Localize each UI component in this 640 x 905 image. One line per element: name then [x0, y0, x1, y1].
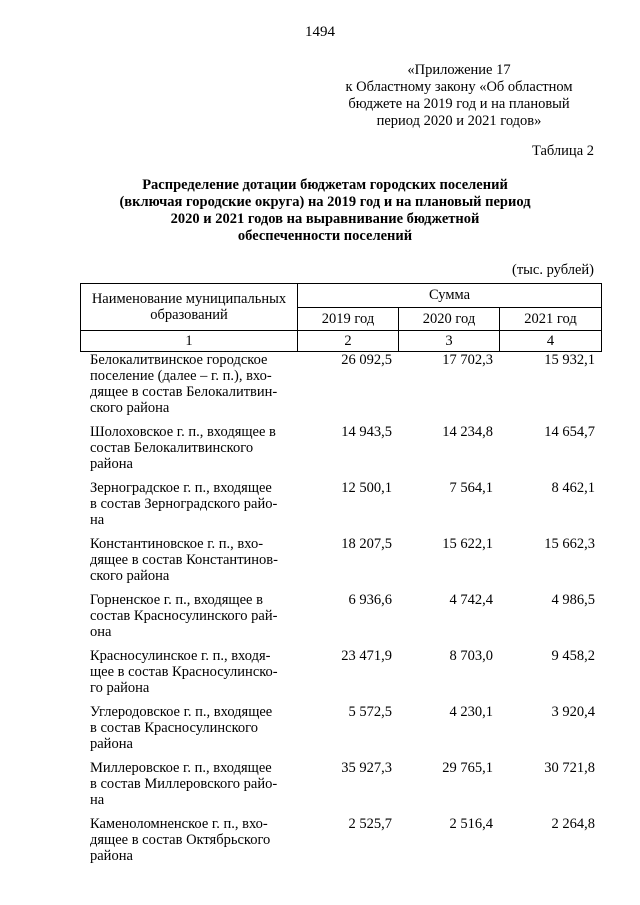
municipality-name-line: дящее в состав Октябрьского — [90, 832, 271, 848]
units-label: (тыс. рублей) — [512, 262, 594, 278]
municipality-name — [80, 816, 297, 872]
municipality-name-line: она — [90, 624, 112, 640]
amount-2020: 4 742,4 — [449, 592, 493, 608]
municipality-name — [80, 424, 297, 480]
municipality-name — [80, 352, 297, 424]
amount-2019: 23 471,9 — [341, 648, 392, 664]
municipality-name — [80, 480, 297, 536]
document-title — [95, 177, 555, 245]
column-index: 3 — [399, 331, 500, 352]
column-header-sum: Сумма — [298, 284, 602, 308]
amount-2020: 4 230,1 — [449, 704, 493, 720]
table-row — [80, 352, 601, 424]
appendix-line: «Приложение 17 — [407, 62, 511, 78]
column-header-year: 2021 год — [500, 307, 602, 331]
municipality-name-line: дящее в состав Константинов- — [90, 552, 278, 568]
amount-2019: 18 207,5 — [341, 536, 392, 552]
amount-2019: 6 936,6 — [348, 592, 392, 608]
table-header — [80, 283, 602, 352]
amount-2021: 14 654,7 — [544, 424, 595, 440]
municipality-name-line: го района — [90, 680, 150, 696]
municipality-name-line: района — [90, 456, 133, 472]
municipality-name-line: ского района — [90, 400, 170, 416]
amount-2019: 2 525,7 — [348, 816, 392, 832]
column-index: 1 — [81, 331, 298, 352]
municipality-name — [80, 592, 297, 648]
table-row — [80, 592, 601, 648]
table-label: Таблица 2 — [531, 143, 594, 159]
municipality-name-line: Красносулинское г. п., входя- — [90, 648, 271, 664]
column-header-year: 2020 год — [399, 307, 500, 331]
appendix-line: период 2020 и 2021 годов» — [376, 113, 542, 129]
amount-2020: 2 516,4 — [449, 816, 493, 832]
amount-2020: 29 765,1 — [442, 760, 493, 776]
amount-2019: 12 500,1 — [341, 480, 392, 496]
page-number: 1494 — [305, 24, 335, 40]
amount-2021: 9 458,2 — [551, 648, 595, 664]
appendix-note — [324, 62, 594, 130]
amount-2019: 26 092,5 — [341, 352, 392, 368]
municipality-name-line: в состав Зерноградского райо- — [90, 496, 278, 512]
column-header-year: 2019 год — [298, 307, 399, 331]
table-row — [80, 480, 601, 536]
municipality-name — [80, 536, 297, 592]
amount-2021: 15 662,3 — [544, 536, 595, 552]
municipality-name-line: района — [90, 736, 133, 752]
table-row — [80, 816, 601, 872]
municipality-name-line: Белокалитвинское городское — [90, 352, 268, 368]
municipality-name-line: Миллеровское г. п., входящее — [90, 760, 272, 776]
municipality-name-line: на — [90, 792, 105, 808]
municipality-name-line: поселение (далее – г. п.), вхо- — [90, 368, 272, 384]
municipality-name-line: Углеродовское г. п., входящее — [90, 704, 273, 720]
municipality-name-line: района — [90, 848, 133, 864]
title-line: 2020 и 2021 годов на выравнивание бюджетной — [170, 211, 480, 227]
column-header-name — [81, 284, 298, 331]
municipality-name — [80, 760, 297, 816]
amount-2020: 15 622,1 — [442, 536, 493, 552]
amount-2021: 2 264,8 — [551, 816, 595, 832]
amount-2020: 7 564,1 — [449, 480, 493, 496]
table-body — [80, 352, 601, 872]
amount-2019: 35 927,3 — [341, 760, 392, 776]
title-line: (включая городские округа) на 2019 год и на плановый период — [119, 194, 531, 210]
amount-2021: 8 462,1 — [551, 480, 595, 496]
column-index: 2 — [298, 331, 399, 352]
municipality-name-line: в состав Красносулинского — [90, 720, 258, 736]
table-row — [80, 536, 601, 592]
municipality-name-line: Зерноградское г. п., входящее — [90, 480, 272, 496]
amount-2021: 30 721,8 — [544, 760, 595, 776]
municipality-name — [80, 648, 297, 704]
municipality-name-line: ского района — [90, 568, 170, 584]
municipality-name-line: Константиновское г. п., вхо- — [90, 536, 264, 552]
municipality-name-line: Горненское г. п., входящее в — [90, 592, 263, 608]
municipality-name-line: в состав Миллеровского райо- — [90, 776, 278, 792]
amount-2020: 17 702,3 — [442, 352, 493, 368]
amount-2019: 14 943,5 — [341, 424, 392, 440]
municipality-name-line: Шолоховское г. п., входящее в — [90, 424, 276, 440]
table-row — [80, 760, 601, 816]
column-index: 4 — [500, 331, 602, 352]
table-row — [80, 648, 601, 704]
municipality-name-line: состав Белокалитвинского — [90, 440, 254, 456]
municipality-name — [80, 704, 297, 760]
amount-2021: 3 920,4 — [551, 704, 595, 720]
municipality-name-line: дящее в состав Белокалитвин- — [90, 384, 278, 400]
table-row — [80, 424, 601, 480]
amount-2020: 8 703,0 — [449, 648, 493, 664]
column-header-name-text: Наименование муниципальных образований — [91, 291, 287, 323]
title-line: обеспеченности поселений — [237, 228, 413, 244]
amount-2021: 15 932,1 — [544, 352, 595, 368]
municipality-name-line: на — [90, 512, 105, 528]
appendix-line: к Областному закону «Об областном — [345, 79, 573, 95]
amount-2021: 4 986,5 — [551, 592, 595, 608]
table-row — [80, 704, 601, 760]
municipality-name-line: состав Красносулинского рай- — [90, 608, 278, 624]
municipality-name-line: щее в состав Красносулинско- — [90, 664, 278, 680]
amount-2019: 5 572,5 — [348, 704, 392, 720]
municipality-name-line: Каменоломненское г. п., вхо- — [90, 816, 268, 832]
title-line: Распределение дотации бюджетам городских поселений — [142, 177, 508, 193]
amount-2020: 14 234,8 — [442, 424, 493, 440]
appendix-line: бюджете на 2019 год и на плановый — [348, 96, 570, 112]
